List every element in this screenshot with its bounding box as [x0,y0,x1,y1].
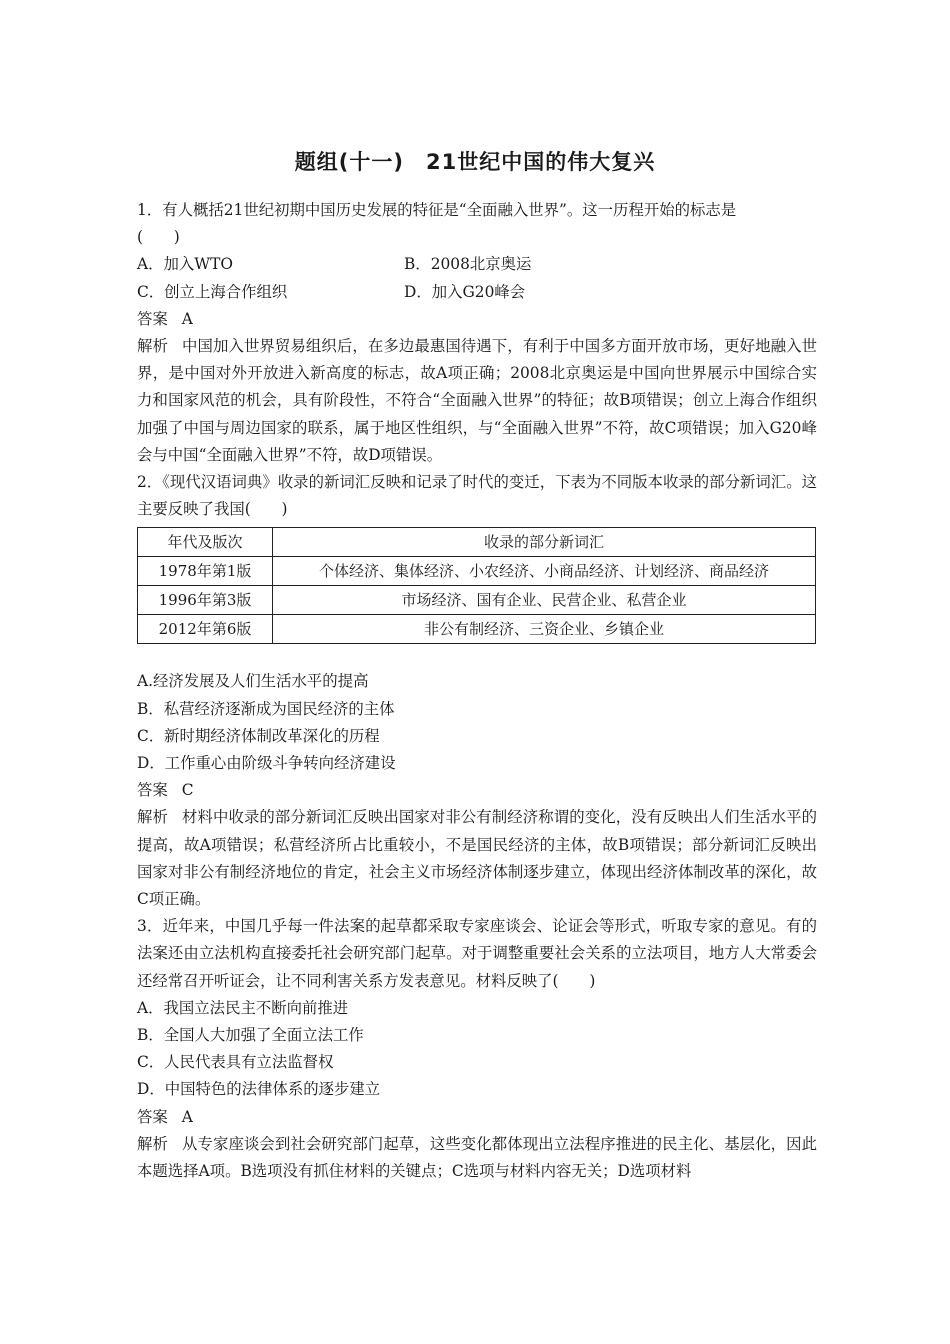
analysis-text: 中国加入世界贸易组织后，在多边最惠国待遇下，有利于中国多方面开放市场，更好地融入世界，是中国对外开放进入新高度的标志，故A项正确；2008北京奥运是中国向世界展示中国综合实力和国家风范的机会，具有阶段性，不符合“全面融入世界”的特征；故B项错误；创立上海合作组织加强了中国与周边国家的联系，属于地区性组织，与“全面融入世界”不符，故C项错误；加入G20峰会与中国“全面融入世界”不符，故D项错误。 [137,337,817,464]
table-cell-edition: 2012年第6版 [138,615,273,644]
question-1-options-row-1 [137,251,817,278]
answer-label: 答案 [137,1107,168,1126]
table-cell-vocab: 个体经济、集体经济、小农经济、小商品经济、计划经济、商品经济 [273,557,816,586]
question-3-option-b: B．全国人大加强了全面立法工作 [137,1026,364,1045]
question-1-option-b: B．2008北京奥运 [404,255,532,274]
question-3 [137,913,817,1185]
question-3-analysis [137,1131,817,1185]
answer-label: 答案 [137,781,168,800]
question-2-option-d: D．工作重心由阶级斗争转向经济建设 [137,754,396,773]
question-2 [137,469,817,913]
question-1-options-row-2 [137,279,817,306]
question-2-answer [137,777,817,804]
question-2-option-c: C．新时期经济体制改革深化的历程 [137,726,380,745]
answer-value: A [181,1107,193,1126]
table-cell-edition: 1978年第1版 [138,557,273,586]
table-header-edition: 年代及版次 [138,528,273,557]
analysis-label: 解析 [137,1134,168,1153]
question-2-option-a: A.经济发展及人们生活水平的提高 [137,672,369,691]
answer-value: A [181,309,193,328]
table-cell-vocab: 非公有制经济、三资企业、乡镇企业 [273,615,816,644]
analysis-label: 解析 [137,337,168,356]
question-1-stem-line-1: 1．有人概括21世纪初期中国历史发展的特征是“全面融入世界”。这一历程开始的标志是 [137,201,737,219]
question-1-option-c: C．创立上海合作组织 [137,282,288,301]
question-2-stem: 2．《现代汉语词典》收录的新词汇反映和记录了时代的变迁，下表为不同版本收录的部分新词汇。这主要反映了我国( ) [137,473,817,519]
table-cell-vocab: 市场经济、国有企业、民营企业、私营企业 [273,586,816,615]
table-cell-edition: 1996年第3版 [138,586,273,615]
question-1-stem-line-2: ( ) [137,228,180,247]
question-3-option-d: D．中国特色的法律体系的逐步建立 [137,1080,381,1099]
vocabulary-table [137,527,816,644]
question-3-option-c: C．人民代表具有立法监督权 [137,1053,334,1072]
question-1-answer [137,306,817,333]
analysis-text: 从专家座谈会到社会研究部门起草，这些变化都体现出立法程序推进的民主化、基层化，因此本题选择A项。B选项没有抓住材料的关键点；C选项与材料内容无关；D选项材料 [137,1134,817,1181]
analysis-text: 材料中收录的部分新词汇反映出国家对非公有制经济称谓的变化，没有反映出人们生活水平的提高，故A项错误；私营经济所占比重较小，不是国民经济的主体，故B项错误；部分新词汇反映出国家对非公有制经济地位的肯定，社会主义市场经济体制逐步建立，体现出经济体制改革的深化，故C项正确。 [137,808,817,909]
analysis-label: 解析 [137,808,168,827]
question-1-option-a: A．加入WTO [137,255,233,274]
page-title: 题组(十一) 21世纪中国的伟大复兴 [294,150,656,174]
question-3-answer [137,1104,817,1131]
table-row [138,557,816,586]
question-1 [137,197,817,469]
table-header-vocab: 收录的部分新词汇 [273,528,816,557]
question-1-option-d: D．加入G20峰会 [404,282,526,301]
question-3-stem: 3．近年来，中国几乎每一件法案的起草都采取专家座谈会、论证会等形式，听取专家的意见。有的法案还由立法机构直接委托社会研究部门起草。对于调整重要社会关系的立法项目，地方人大常委会还经常召开听证会，让不同利害关系方发表意见。材料反映了( ) [137,917,817,990]
answer-label: 答案 [137,309,168,328]
answer-value: C [181,781,194,800]
question-2-analysis [137,804,817,913]
question-list [137,197,817,1185]
question-2-option-b: B．私营经济逐渐成为国民经济的主体 [137,699,395,718]
table-header-row [138,528,816,557]
question-3-option-a: A．我国立法民主不断向前推进 [137,998,349,1017]
question-1-analysis [137,333,817,469]
table-row [138,586,816,615]
table-row [138,615,816,644]
